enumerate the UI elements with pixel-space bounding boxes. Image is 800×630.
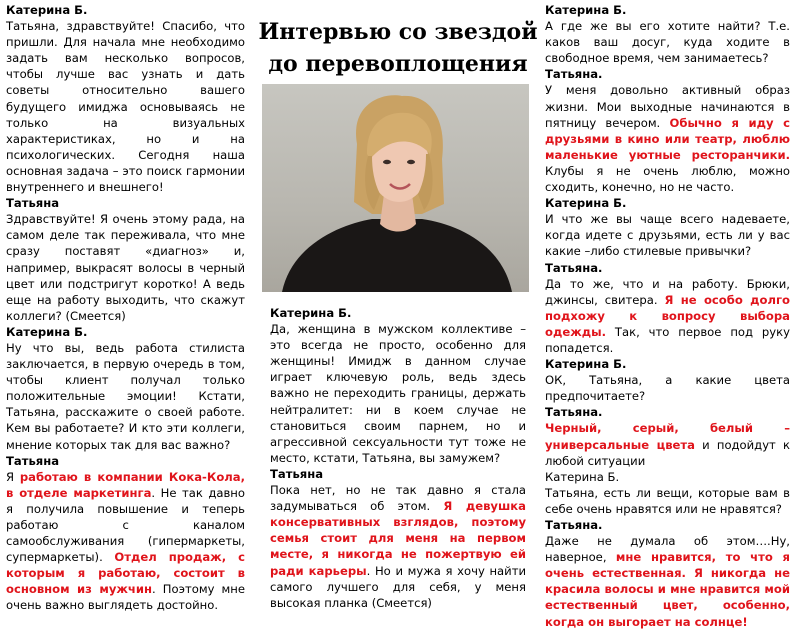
speaker-name: Татьяна. (545, 67, 603, 82)
text-segment: Я (6, 469, 20, 484)
highlight-text: Я девушка консервативных взглядов, поэтому семья стоит для меня на первом месте, я никогда не пожертвую ей ради карьеры (270, 499, 526, 578)
speaker-name: Катерина Б. (6, 3, 88, 17)
middle-column (270, 305, 526, 611)
text-segment: Татьяна, есть ли вещи, которые вам в себе очень нравятся или не нравятся? (545, 485, 790, 516)
text-segment: . Не так давно я получила повышение и теперь работаю с каналом самообслуживания (гипермаркеты, супермаркеты). (6, 485, 245, 565)
text-segment: А где же вы его хотите найти? Т.е. каков ваш досуг, куда ходите в свободное время, чем занимаетесь? (545, 19, 790, 66)
speaker-name: Татьяна (6, 453, 60, 468)
portrait-photo (262, 84, 529, 292)
speech-text (545, 276, 790, 356)
speech-text (545, 211, 790, 259)
speech-text (545, 82, 790, 195)
text-segment: Так, что первое под руку попадется. (545, 324, 790, 355)
speaker-name: Катерина Б. (545, 3, 627, 17)
text-segment: . Поэтому мне очень важно выглядеть достойно. (6, 582, 245, 613)
text-segment: и подойдут к любой ситуации (545, 437, 790, 468)
speech-text (545, 372, 790, 404)
speech-text (545, 420, 790, 468)
text-segment: Да то же, что и на работу. Брюки, джинсы, свитера. (545, 276, 790, 307)
left-column (6, 2, 245, 614)
speech-text (545, 469, 790, 485)
speech-text (270, 482, 526, 611)
highlight-text: мне нравится, то что я очень естественная. Я никогда не красила волосы и мне нравится мой естественный цвет, особенно, когда он выгорает на солнце! (545, 550, 790, 629)
speaker-name: Катерина Б. (545, 196, 627, 211)
title-line-2: до перевоплощения (268, 51, 528, 77)
title-line-1: Интервью со звездой (258, 19, 538, 45)
highlight-text: Черный, серый, белый – универсальные цвета (545, 421, 790, 452)
text-segment: . Но и мужа я хочу найти самого лучшего для себя, у меня высокая планка (Смеется) (270, 563, 526, 610)
highlight-text: Обычно я иду с друзьями в кино или театр, люблю маленькие уютные ресторанчики. (545, 115, 790, 162)
speaker-name: Татьяна (6, 196, 60, 211)
text-segment: И что же вы чаще всего надеваете, когда идете с друзьями, есть ли у вас какие –либо стилевые привычки? (545, 212, 790, 259)
speech-text (6, 340, 245, 453)
speaker-name: Татьяна (270, 466, 324, 481)
speech-text (545, 485, 790, 517)
text-segment: Даже не думала об этом….Ну, наверное, (545, 534, 790, 565)
text-segment: Ну что вы, ведь работа стилиста заключается, в первую очередь в том, чтобы клиент получал только положительные эмоции! Кстати, Татьяна, расскажите о своей работе. Кем вы работаете? И кто эти коллеги, мнение которых так для вас важно? (6, 340, 245, 452)
speech-text (6, 18, 245, 195)
speech-text (6, 211, 245, 324)
speech-text (545, 533, 790, 630)
speaker-name: Катерина Б. (270, 306, 352, 320)
text-segment: Да, женщина в мужском коллективе – это всегда не просто, особенно для женщины! Имидж в данном случае играет ключевую роль, ведь здесь важно не переходить границы, держать нейтралитет: ни в коем случае не становиться своим парнем, но и агрессивной сексуальности тут тоже не место, кстати, Татьяна, вы замужем? (270, 322, 526, 465)
speaker-name: Катерина Б. (545, 357, 627, 372)
speaker-name: Катерина Б. (6, 324, 88, 339)
highlight-text: Я не особо долго подхожу к вопросу выбора одежды. (545, 292, 790, 339)
page-title (258, 16, 538, 80)
speech-text (270, 321, 526, 466)
highlight-text: работаю в компании Кока-Кола, в отделе маркетинга (6, 469, 246, 500)
speaker-name: Татьяна. (545, 405, 603, 420)
text-segment: Катерина Б. (545, 469, 620, 484)
text-segment: ОК, Татьяна, а какие цвета предпочитаете? (545, 373, 790, 404)
speech-text (545, 18, 790, 66)
text-segment: Здравствуйте! Я очень этому рада, на самом деле так переживала, что мне сразу поставят «диагноз» и, например, выкрасят волосы в черный цвет или подстригут коротко! А ведь еще на работу выходить, что скажут коллеги? (Смеется) (6, 212, 245, 323)
text-segment: У меня довольно активный образ жизни. Мои выходные начинаются в пятницу вечером. (545, 83, 790, 130)
text-segment: Пока нет, но не так давно я стала задумываться об этом. (270, 483, 526, 514)
portrait-illustration (262, 84, 529, 292)
right-column (545, 2, 790, 630)
text-segment: Татьяна, здравствуйте! Спасибо, что пришли. Для начала мне необходимо задать вам несколько вопросов, чтобы лучше вас узнать и дать советы относительно вашего будущего имиджа основываясь не только на визуальных характеристиках, но и на психологических. Сегодня наша основная задача – это поиск гармонии внутреннего и внешнего! (6, 19, 245, 195)
highlight-text: Отдел продаж, с которым я работаю, состоит в основном из мужчин (6, 550, 245, 597)
speaker-name: Татьяна. (545, 260, 603, 275)
text-segment: Клубы я не очень люблю, можно сходить, конечно, но не часто. (545, 163, 790, 195)
speaker-name: Татьяна. (545, 518, 603, 532)
speech-text (6, 469, 245, 614)
